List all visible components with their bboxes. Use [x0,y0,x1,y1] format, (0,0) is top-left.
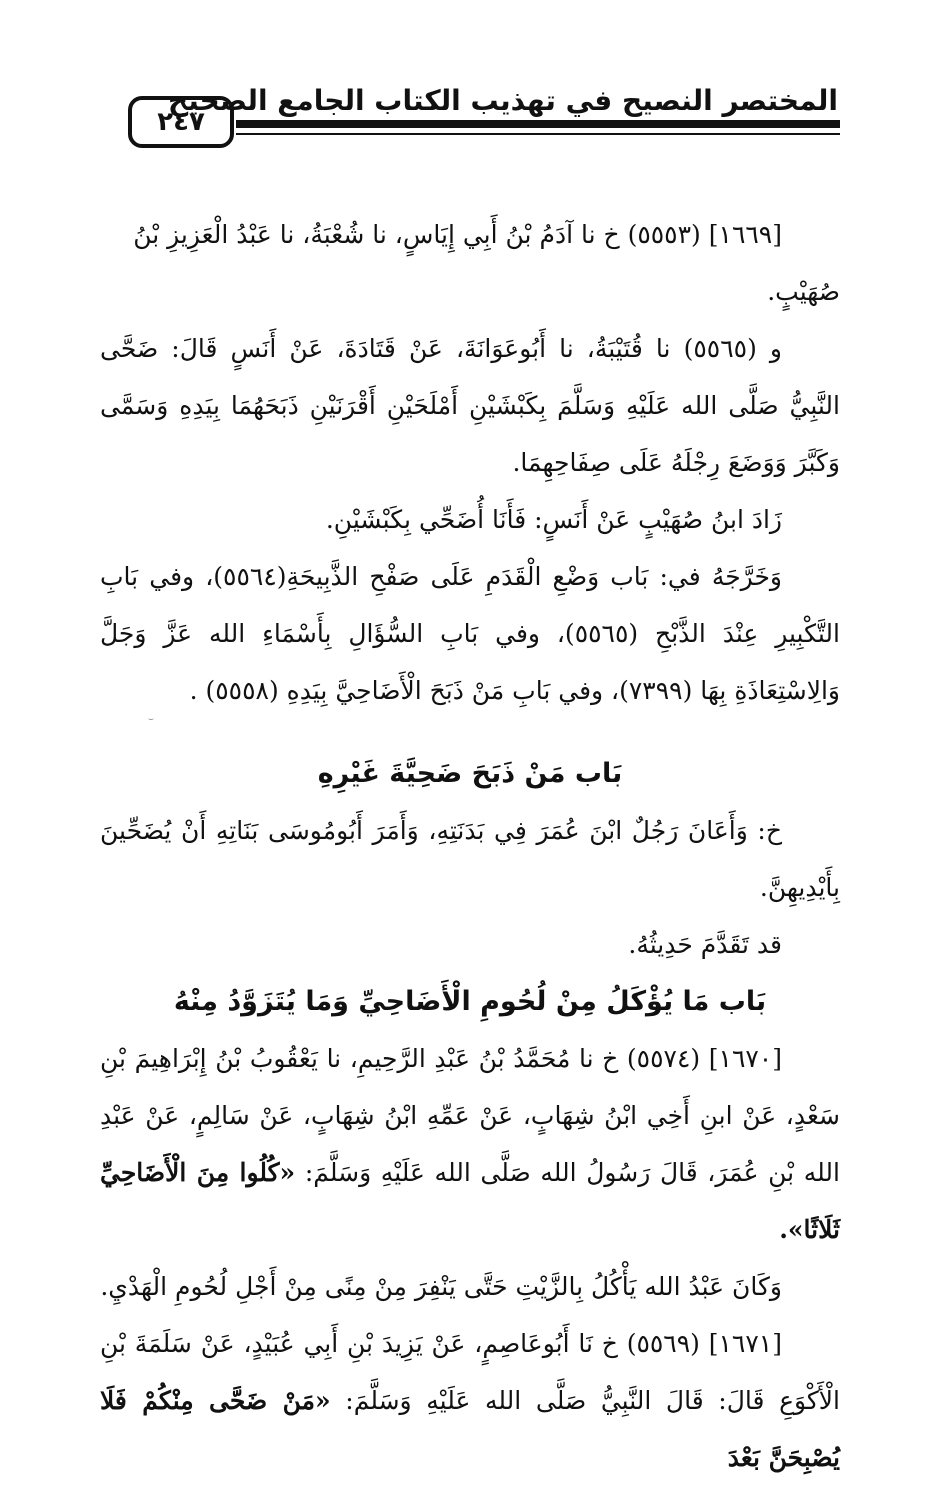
hadith-1669-addition: زَادَ ابنُ صُهَيْبٍ عَنْ أَنَسٍ: فَأَنَا أُضَحِّي بِكَبْشَيْنِ. [325,505,782,534]
hadith-1669-references: وَخَرَّجَهُ في: بَاب وَضْعِ الْقَدَمِ عَلَى صَفْحِ الذَّبِيحَةِ(٥٥٦٤)، وفي بَابِ التَّكْبِيرِ عِنْدَ الذَّبْحِ (٥٥٦٥)، وفي بَابِ السُّؤَالِ بِأَسْمَاءِ الله عَزَّ وَجَلَّ وَالِاسْتِعَاذَةِ بِهَا (٧٣٩٩)، وفي بَابِ مَنْ ذَبَحَ الْأَضَاحِيَّ بِيَدِهِ (٥٥٥٨) . [100,562,840,705]
hadith-1669-line2: صُهَيْبٍ. [767,277,840,306]
chapter-heading-1: بَاب مَنْ ذَبَحَ ضَحِيَّةَ غَيْرِهِ [317,758,623,789]
hadith-1669-line1: [١٦٦٩] (٥٥٥٣) خ نا آدَمُ بْنُ أَبِي إِيَاسٍ، نا شُعْبَةُ، نا عَبْدُ الْعَزِيزِ بْنُ [133,220,782,249]
chapter-1-note: قد تَقَدَّمَ حَدِيثُهُ. [628,930,782,959]
hadith-1670-quote: «كُلُوا مِنَ الْأَضَاحِيِّ ثَلَاثًا». [100,1158,840,1244]
hadith-1671 [100,1315,840,1486]
hadith-1669-text: و (٥٥٦٥) نا قُتَيْبَةُ، نا أَبُوعَوَانَةَ، عَنْ قَتَادَةَ، عَنْ أَنَسٍ قَالَ: ضَحَّى النَّبِيُّ صَلَّى الله عَلَيْهِ وَسَلَّمَ بِكَبْشَيْنِ أَمْلَحَيْنِ أَقْرَنَيْنِ ذَبَحَهُمَا بِيَدِهِ وَسَمَّى وَكَبَّرَ وَوَضَعَ رِجْلَهُ عَلَى صِفَاحِهِمَا. [100,334,840,477]
chapter-heading-2: بَاب مَا يُؤْكَلُ مِنْ لُحُومِ الْأَضَاحِيِّ وَمَا يُتَزَوَّدُ مِنْهُ [173,986,767,1017]
hadith-1670 [100,1030,840,1258]
hadith-1670-note: وَكَانَ عَبْدُ الله يَأْكُلُ بِالزَّيْتِ حَتَّى يَنْفِرَ مِنْ مِنًى مِنْ أَجْلِ لُحُومِ الْهَدْيِ. [100,1272,782,1301]
running-header-title: المختصر النصيح في تهذيب الكتاب الجامع الصحيح [168,84,838,117]
page-number: ٢٤٧ [157,107,205,137]
hadith-1671-quote: «مَنْ ضَحَّى مِنْكُمْ فَلَا يُصْبِحَنَّ بَعْدَ [100,1386,840,1472]
page-body [100,206,840,1486]
header-rule-thin [236,133,840,135]
hadith-1670-text: [١٦٧٠] (٥٥٧٤) خ نا مُحَمَّدُ بْنُ عَبْدِ الرَّحِيمِ، نا يَعْقُوبُ بْنُ إِبْرَاهِيمَ بْنِ سَعْدٍ، عَنْ ابنِ أَخِي ابْنُ شِهَابٍ، عَنْ عَمِّهِ ابْنُ شِهَابٍ، عَنْ سَالِمٍ، عَنْ عَبْدِ الله بْنِ عُمَرَ، قَالَ رَسُولُ الله صَلَّى الله عَلَيْهِ وَسَلَّمَ: [100,1044,840,1187]
chapter-1-text: خ: وَأَعَانَ رَجُلٌ ابْنَ عُمَرَ فِي بَدَنَتِهِ، وَأَمَرَ أَبُومُوسَى بَنَاتِهِ أَنْ يُضَحِّينَ بِأَيْدِيهِنَّ. [100,816,840,902]
page-number-box [128,96,234,148]
hadith-1671-text: [١٦٧١] (٥٥٦٩) خ نَا أَبُوعَاصِمٍ، عَنْ يَزِيدَ بْنِ أَبِي عُبَيْدٍ، عَنْ سَلَمَةَ بْنِ الْأَكْوَعِ قَالَ: قَالَ النَّبِيُّ صَلَّى الله عَلَيْهِ وَسَلَّمَ: [100,1329,841,1415]
header-rule-thick [236,120,840,128]
